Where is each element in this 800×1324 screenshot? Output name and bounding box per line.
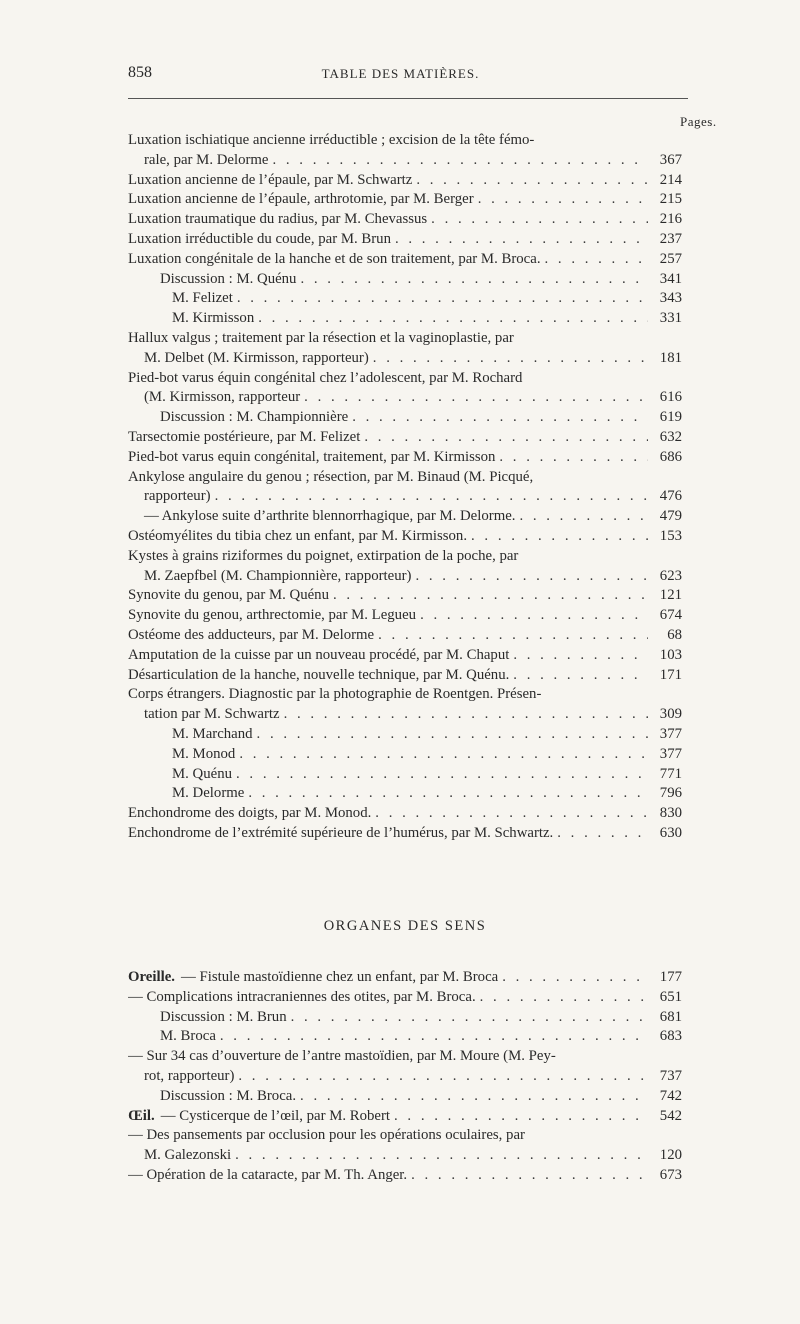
toc-entry — [128, 606, 682, 626]
toc-page-number: 215 — [659, 191, 682, 208]
page-number: 858 — [128, 64, 152, 81]
toc-entry — [128, 666, 682, 686]
toc-page-number: 616 — [659, 389, 682, 406]
dot-leader — [258, 309, 648, 329]
dot-leader — [513, 666, 648, 686]
toc-page-number: 479 — [659, 508, 682, 525]
toc-entry-final-line — [128, 586, 682, 606]
toc-entry-final-line — [128, 487, 682, 507]
toc-entry-final-line — [128, 428, 682, 448]
toc-entry — [128, 685, 682, 725]
dot-leader — [502, 968, 648, 988]
toc-page-number: 341 — [659, 270, 682, 287]
toc-entry-text: Pied-bot varus equin congénital, traitement, par M. Kirmisson — [128, 448, 496, 465]
toc-entry — [128, 329, 682, 369]
toc-page-number: 377 — [659, 745, 682, 762]
toc-entry-final-line — [128, 349, 682, 369]
dot-leader — [395, 230, 648, 250]
toc-page-number: 171 — [659, 666, 682, 683]
toc-entry-text: Amputation de la cuisse par un nouveau procédé, par M. Chaput — [128, 646, 510, 663]
toc-page-number: 377 — [659, 725, 682, 742]
toc-entry — [128, 369, 682, 409]
section-title: ORGANES DES SENS — [323, 918, 487, 934]
toc-entry-final-line — [128, 745, 682, 765]
toc-entry-line: Ankylose angulaire du genou ; résection, par M. Binaud (M. Picqué, — [128, 468, 534, 485]
toc-entry — [128, 230, 682, 250]
toc-entry-final-line — [128, 765, 682, 785]
toc-entry-text: M. Quénu — [172, 765, 233, 782]
toc-entry-final-line — [128, 171, 682, 191]
dot-leader — [557, 824, 648, 844]
toc-entry — [128, 586, 682, 606]
dot-leader — [480, 988, 648, 1008]
dot-leader — [545, 250, 648, 270]
toc-entry-final-line — [128, 646, 682, 666]
toc-entry-final-line — [128, 705, 682, 725]
dot-leader — [513, 646, 648, 666]
toc-entry-text: Enchondrome des doigts, par M. Monod. — [128, 805, 372, 822]
toc-entry-final-line — [128, 289, 682, 309]
toc-entry-final-line — [128, 250, 682, 270]
toc-entry — [128, 171, 682, 191]
toc-entry-text: Synovite du genou, arthrectomie, par M. Legueu — [128, 607, 417, 624]
toc-subject-heading: Œil. — [128, 1107, 155, 1124]
toc-entry-text: Luxation congénitale de la hanche et de son traitement, par M. Broca. — [128, 250, 541, 267]
toc-entry-final-line — [128, 151, 682, 171]
toc-entry — [128, 448, 682, 468]
toc-page-number: 619 — [659, 409, 682, 426]
toc-entry — [128, 824, 682, 844]
toc-entry-line: Corps étrangers. Diagnostic par la photographie de Roentgen. Présen- — [128, 686, 542, 703]
toc-entry-text: Discussion : M. Quénu — [160, 270, 297, 287]
dot-leader — [499, 448, 648, 468]
toc-page-number: 343 — [659, 290, 682, 307]
toc-entry-final-line — [128, 626, 682, 646]
toc-entry — [128, 468, 682, 508]
toc-entry — [128, 765, 682, 785]
toc-entry — [128, 428, 682, 448]
toc-page-number: 771 — [659, 765, 682, 782]
dot-leader — [215, 487, 648, 507]
toc-page-number: 476 — [659, 488, 682, 505]
pages-column-label: Pages. — [680, 114, 717, 129]
toc-page-number: 121 — [659, 587, 682, 604]
running-title: TABLE DES MATIÈRES. — [321, 66, 480, 81]
dot-leader — [236, 765, 648, 785]
toc-entry-text: M. Delbet (M. Kirmisson, rapporteur) — [144, 349, 369, 366]
toc-entry — [128, 784, 682, 804]
toc-entry — [128, 968, 682, 988]
toc-entry-final-line — [128, 784, 682, 804]
toc-entry — [128, 988, 682, 1008]
toc-page-number: 237 — [659, 230, 682, 247]
toc-list-sense-organs — [128, 968, 682, 1186]
toc-entry — [128, 210, 682, 230]
dot-leader — [478, 190, 648, 210]
toc-entry-text: Discussion : M. Broca. — [160, 1087, 297, 1104]
toc-entry-final-line — [128, 567, 682, 587]
toc-page-number: 742 — [659, 1087, 682, 1104]
toc-entry-text: tation par M. Schwartz — [144, 706, 280, 723]
toc-page-number: 796 — [659, 785, 682, 802]
toc-entry — [128, 309, 682, 329]
dot-leader — [431, 210, 648, 230]
toc-entry — [128, 1008, 682, 1028]
toc-entry-final-line — [128, 1067, 682, 1087]
toc-page-number: 331 — [659, 310, 682, 327]
toc-entry — [128, 1027, 682, 1047]
toc-entry-final-line — [128, 606, 682, 626]
toc-entry — [128, 527, 682, 547]
toc-entry — [128, 1126, 682, 1166]
toc-entry-text: Ostéome des adducteurs, par M. Delorme — [128, 626, 375, 643]
toc-page-number: 632 — [659, 428, 682, 445]
toc-page-number: 214 — [659, 171, 682, 188]
dot-leader — [237, 289, 648, 309]
toc-entry — [128, 289, 682, 309]
toc-entry-text: — Opération de la cataracte, par M. Th. Anger. — [128, 1166, 408, 1183]
toc-entry-text: M. Galezonski — [144, 1147, 232, 1164]
toc-entry-final-line — [128, 1087, 682, 1107]
toc-entry-final-line — [128, 1027, 682, 1047]
dot-leader — [333, 586, 648, 606]
toc-entry-text: Discussion : M. Championnière — [160, 409, 349, 426]
toc-entry-final-line — [128, 1166, 682, 1186]
toc-entry-text: Luxation ancienne de l’épaule, arthrotomie, par M. Berger — [128, 191, 474, 208]
toc-entry-final-line — [128, 1107, 682, 1127]
dot-leader — [300, 1087, 648, 1107]
toc-entry-text: Synovite du genou, par M. Quénu — [128, 587, 329, 604]
dot-leader — [304, 388, 648, 408]
toc-page-number: 542 — [659, 1107, 682, 1124]
toc-entry-text: — Complications intracraniennes des otites, par M. Broca. — [128, 988, 476, 1005]
toc-entry-text: rapporteur) — [144, 488, 211, 505]
toc-entry-line: Luxation ischiatique ancienne irréductible ; excision de la tête fémo- — [128, 132, 535, 148]
toc-page-number: 681 — [659, 1008, 682, 1025]
toc-entry — [128, 1087, 682, 1107]
toc-entry-final-line — [128, 388, 682, 408]
toc-entry-text: M. Monod — [172, 745, 236, 762]
toc-entry-text: (M. Kirmisson, rapporteur — [144, 389, 301, 406]
toc-subject-heading: Oreille. — [128, 969, 175, 985]
toc-entry-final-line — [128, 448, 682, 468]
dot-leader — [235, 1146, 648, 1166]
toc-entry-final-line — [128, 988, 682, 1008]
toc-entry — [128, 1107, 682, 1127]
dot-leader — [248, 784, 648, 804]
toc-entry — [128, 270, 682, 290]
dot-leader — [416, 567, 649, 587]
toc-entry-text: M. Marchand — [172, 725, 253, 742]
toc-page-number: 651 — [659, 988, 682, 1005]
toc-entry-text: rot, rapporteur) — [144, 1067, 235, 1084]
toc-page-number: 257 — [659, 250, 682, 267]
toc-entry-text: Luxation irréductible du coude, par M. Brun — [128, 230, 391, 247]
toc-entry-final-line — [128, 804, 682, 824]
dot-leader — [411, 1166, 648, 1186]
toc-entry-line: — Des pansements par occlusion pour les opérations oculaires, par — [128, 1127, 525, 1144]
dot-leader — [291, 1008, 648, 1028]
toc-page-number: 674 — [659, 607, 682, 624]
toc-entry-text: Désarticulation de la hanche, nouvelle technique, par M. Quénu. — [128, 666, 510, 683]
dot-leader — [273, 151, 649, 171]
toc-entry — [128, 250, 682, 270]
toc-entry — [128, 131, 682, 171]
toc-entry — [128, 190, 682, 210]
toc-page-number: 153 — [659, 527, 682, 544]
dot-leader — [416, 171, 648, 191]
toc-entry-text: — Ankylose suite d’arthrite blennorrhagique, par M. Delorme. — [144, 508, 516, 525]
toc-page-number: 630 — [659, 824, 682, 841]
toc-entry-text: M. Kirmisson — [172, 310, 255, 327]
toc-entry-text: Luxation ancienne de l’épaule, par M. Schwartz — [128, 171, 413, 188]
toc-page-number: 120 — [659, 1147, 682, 1164]
toc-entry-final-line — [128, 527, 682, 547]
dot-leader — [471, 527, 648, 547]
toc-entry — [128, 725, 682, 745]
dot-leader — [375, 804, 648, 824]
toc-entry-final-line — [128, 968, 682, 988]
toc-entry-final-line — [128, 210, 682, 230]
toc-entry-text: M. Felizet — [172, 290, 233, 307]
dot-leader — [378, 626, 648, 646]
toc-page-number: 216 — [659, 211, 682, 228]
toc-entry — [128, 804, 682, 824]
toc-entry-text: M. Delorme — [172, 785, 245, 802]
toc-entry-text: Discussion : M. Brun — [160, 1008, 287, 1025]
toc-entry-line: Kystes à grains riziformes du poignet, extirpation de la poche, par — [128, 547, 519, 564]
toc-entry — [128, 408, 682, 428]
dot-leader — [373, 349, 648, 369]
toc-entry — [128, 507, 682, 527]
toc-entry-final-line — [128, 725, 682, 745]
dot-leader — [257, 725, 648, 745]
toc-entry-final-line — [128, 309, 682, 329]
toc-entry-text: Enchondrome de l’extrémité supérieure de l’humérus, par M. Schwartz. — [128, 824, 554, 841]
toc-entry-final-line — [128, 1146, 682, 1166]
toc-entry-final-line — [128, 190, 682, 210]
toc-entry-text: Tarsectomie postérieure, par M. Felizet — [128, 428, 361, 445]
toc-entry — [128, 626, 682, 646]
toc-entry — [128, 646, 682, 666]
toc-page-number: 830 — [659, 805, 682, 822]
toc-page-number: 181 — [659, 349, 682, 366]
toc-entry-final-line — [128, 824, 682, 844]
toc-entry-final-line — [128, 230, 682, 250]
toc-list-orthopedics — [128, 131, 682, 844]
toc-page-number: 737 — [659, 1067, 682, 1084]
toc-entry-line: Pied-bot varus équin congénital chez l’adolescent, par M. Rochard — [128, 369, 523, 386]
toc-page-number: 683 — [659, 1028, 682, 1045]
toc-entry-text: M. Broca — [160, 1028, 216, 1045]
toc-entry-final-line — [128, 408, 682, 428]
toc-entry-text: rale, par M. Delorme — [144, 151, 269, 168]
dot-leader — [300, 270, 648, 290]
dot-leader — [239, 745, 648, 765]
toc-page-number: 103 — [659, 646, 682, 663]
toc-entry-text: — Fistule mastoïdienne chez un enfant, par M. Broca — [180, 969, 499, 985]
toc-entry — [128, 745, 682, 765]
toc-page-number: 68 — [667, 626, 682, 643]
dot-leader — [420, 606, 648, 626]
toc-page-number: 623 — [659, 567, 682, 584]
toc-entry-final-line — [128, 270, 682, 290]
dot-leader — [284, 705, 648, 725]
toc-page-number: 177 — [659, 969, 682, 985]
toc-entry-line: Hallux valgus ; traitement par la résection et la vaginoplastie, par — [128, 329, 514, 346]
dot-leader — [394, 1107, 648, 1127]
toc-entry-final-line — [128, 507, 682, 527]
toc-entry-line: — Sur 34 cas d’ouverture de l’antre mastoïdien, par M. Moure (M. Pey- — [128, 1048, 556, 1065]
toc-page-number: 673 — [659, 1166, 682, 1183]
toc-entry — [128, 1166, 682, 1186]
toc-entry-text: Ostéomyélites du tibia chez un enfant, par M. Kirmisson. — [128, 527, 468, 544]
toc-entry — [128, 547, 682, 587]
toc-entry — [128, 1047, 682, 1087]
toc-entry-text: M. Zaepfbel (M. Championnière, rapporteur) — [144, 567, 412, 584]
toc-page-number: 367 — [659, 151, 682, 168]
dot-leader — [238, 1067, 648, 1087]
toc-page-number: 309 — [659, 706, 682, 723]
header-rule — [128, 98, 688, 99]
dot-leader — [352, 408, 648, 428]
dot-leader — [519, 507, 648, 527]
toc-entry-text: Luxation traumatique du radius, par M. Chevassus — [128, 211, 428, 228]
dot-leader — [220, 1027, 648, 1047]
page-header — [128, 64, 673, 92]
toc-page-number: 686 — [659, 448, 682, 465]
dot-leader — [364, 428, 648, 448]
toc-entry-text: — Cysticerque de l’œil, par M. Robert — [160, 1107, 391, 1124]
toc-entry-final-line — [128, 1008, 682, 1028]
toc-entry-final-line — [128, 666, 682, 686]
